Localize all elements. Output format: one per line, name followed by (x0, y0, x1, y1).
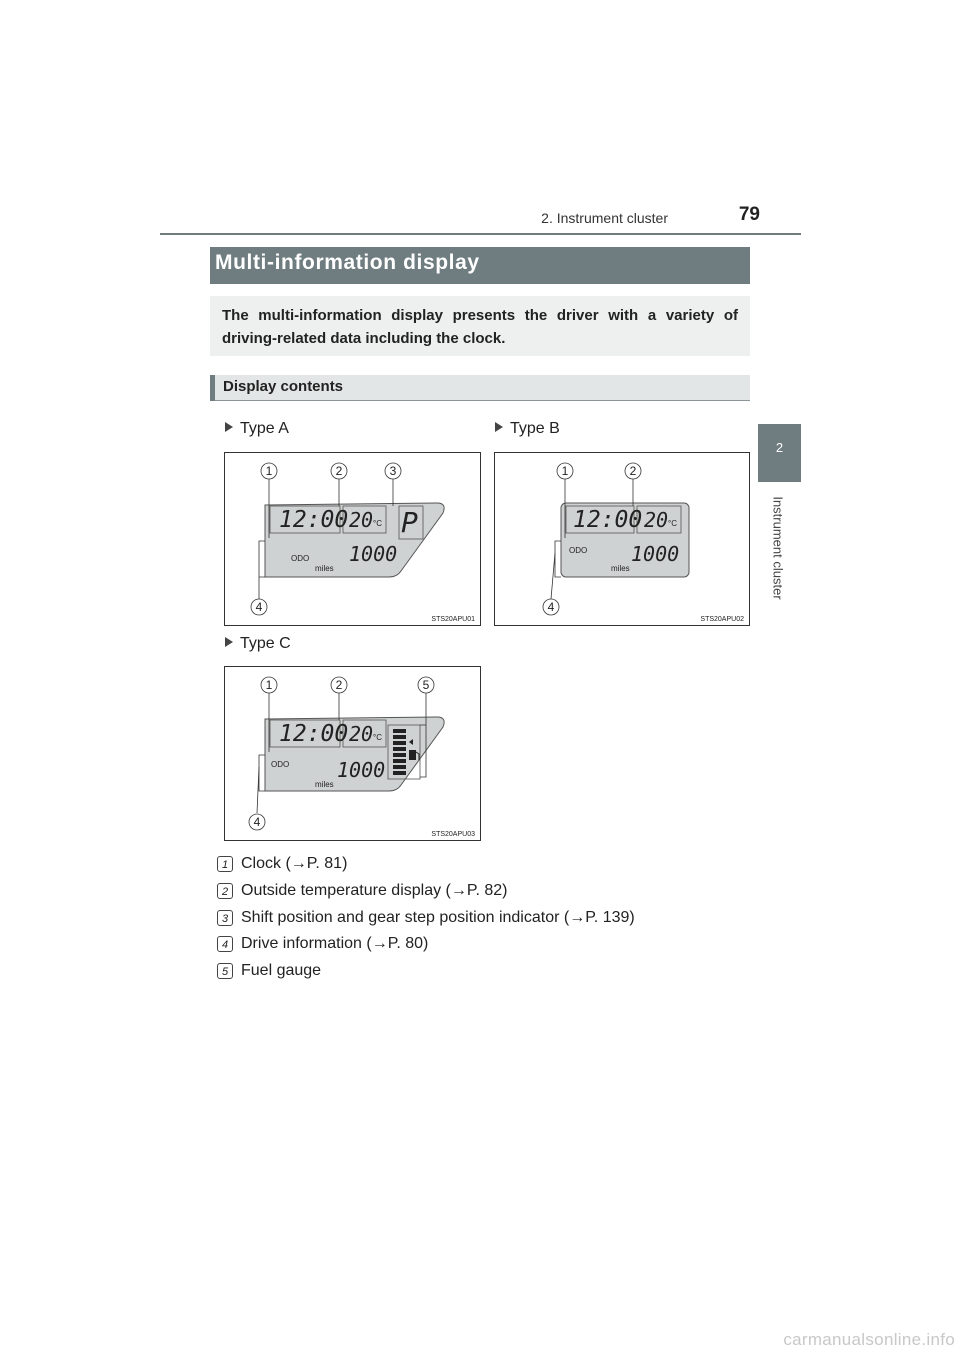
legend-text: Shift position and gear step position indicator (→P. 139) (241, 909, 635, 926)
figure-code: STS20APU01 (431, 616, 475, 623)
legend-item-4 (217, 933, 428, 955)
legend-number: 4 (217, 936, 233, 952)
odo-label: ODO (291, 554, 310, 563)
legend-number: 5 (217, 963, 233, 979)
running-header-section: 2. Instrument cluster (541, 210, 668, 226)
legend-text: Drive information (→P. 80) (241, 935, 429, 952)
type-a-label (225, 420, 289, 438)
legend-item-2 (217, 880, 508, 902)
legend-text: Clock (→P. 81) (241, 855, 348, 872)
callout-1: 1 (561, 464, 569, 478)
type-c-label-text: Type C (240, 635, 291, 652)
figure-code: STS20APU02 (700, 616, 744, 623)
temp-readout: 20 (349, 508, 374, 532)
type-c-label (225, 635, 291, 653)
legend-number: 1 (217, 856, 233, 872)
odo-readout: 1000 (337, 758, 386, 782)
clock-readout: 12:00 (279, 721, 349, 747)
clock-readout: 12:00 (279, 507, 349, 533)
triangle-bullet-icon (225, 637, 233, 647)
callout-2: 2 (629, 464, 637, 478)
figure-code: STS20APU03 (431, 831, 475, 838)
temp-unit: °C (373, 733, 382, 742)
intro-text: The multi-information display presents the driver with a variety of driving-related data including the clock. (222, 307, 738, 347)
temp-unit: °C (373, 519, 382, 528)
legend-number: 2 (217, 883, 233, 899)
subheading-display-contents: Display contents (223, 378, 344, 395)
header-rule (160, 233, 801, 235)
odo-readout: 1000 (631, 542, 680, 566)
temp-readout: 20 (644, 508, 669, 532)
page-number: 79 (738, 204, 760, 225)
footer-watermark: carmanualsonline.info (783, 1330, 955, 1349)
shift-readout: P (401, 506, 418, 539)
unit-label: miles (315, 780, 334, 789)
odo-label: ODO (569, 546, 588, 555)
figure-type-c (224, 666, 481, 841)
callout-4: 4 (255, 600, 263, 614)
legend-item-5 (217, 960, 321, 982)
legend-item-3 (217, 907, 635, 929)
triangle-bullet-icon (225, 422, 233, 432)
odo-label: ODO (271, 760, 290, 769)
odo-readout: 1000 (349, 542, 398, 566)
legend-number: 3 (217, 910, 233, 926)
callout-3: 3 (389, 464, 397, 478)
type-b-label (495, 420, 560, 438)
figure-type-a (224, 452, 481, 626)
callout-2: 2 (335, 464, 343, 478)
callout-4: 4 (547, 600, 555, 614)
callout-2: 2 (335, 678, 343, 692)
temp-unit: °C (668, 519, 677, 528)
legend-item-1 (217, 853, 347, 875)
type-a-label-text: Type A (240, 420, 289, 437)
temp-readout: 20 (349, 722, 374, 746)
callout-1: 1 (265, 464, 273, 478)
page-title: Multi-information display (215, 251, 480, 274)
triangle-bullet-icon (495, 422, 503, 432)
callout-4: 4 (253, 815, 261, 829)
unit-label: miles (315, 564, 334, 573)
figure-type-b (494, 452, 750, 626)
callout-5: 5 (422, 678, 430, 692)
legend-text: Fuel gauge (241, 962, 322, 979)
subheading-accent (210, 375, 215, 401)
chapter-tab-number: 2 (775, 440, 784, 455)
chapter-tab-label: Instrument cluster (770, 496, 786, 600)
unit-label: miles (611, 564, 630, 573)
callout-1: 1 (265, 678, 273, 692)
legend-text: Outside temperature display (→P. 82) (241, 882, 508, 899)
clock-readout: 12:00 (573, 507, 643, 533)
type-b-label-text: Type B (510, 420, 560, 437)
